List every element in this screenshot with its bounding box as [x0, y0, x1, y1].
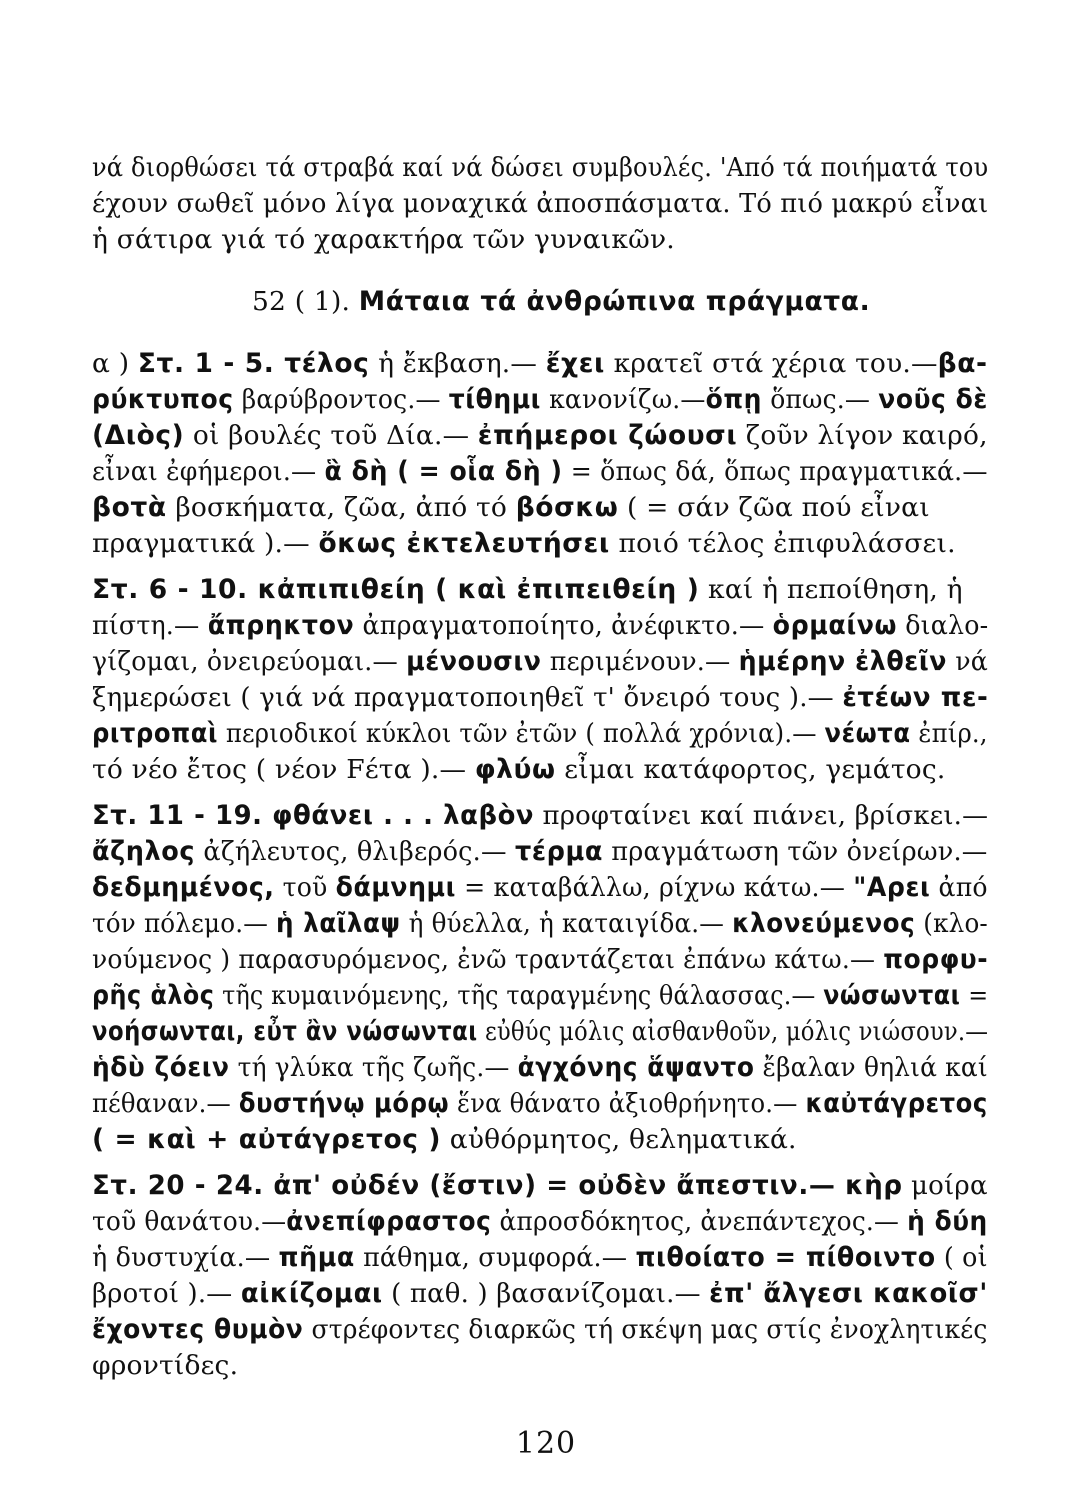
term: ρῆς ἁλὸς: [92, 980, 215, 1011]
term: ἐπ' ἄλγεσι κακοῖσ': [709, 1278, 988, 1309]
gloss: τοῦ θανάτου.—: [92, 1206, 287, 1237]
term: ἡμέρην ἐλθεῖν: [738, 646, 948, 677]
term: ἡ λαῖλαψ: [276, 908, 401, 939]
text-line: [92, 1276, 988, 1312]
text-line: [92, 752, 988, 788]
text-line: [92, 978, 989, 1014]
term: ( = καὶ + αὐτάγρετος ): [92, 1124, 442, 1155]
term: ὄκως ἐκτελευτήσει: [318, 528, 610, 559]
term: ἀγχόνης ἅψαντο: [517, 1052, 755, 1083]
page-text: [92, 150, 988, 1384]
term: καὐτάγρετος: [805, 1088, 988, 1119]
term: κλονεύμενος: [732, 908, 916, 939]
heading-number: 52 ( 1).: [252, 286, 351, 317]
term: τίθημι: [448, 384, 541, 415]
term: ἀνεπίφραστος: [286, 1206, 492, 1237]
gloss: περιμένουν.—: [541, 646, 739, 677]
term: δάμνημι: [335, 872, 456, 903]
text-line: [92, 1240, 988, 1276]
gloss: καί ἡ πεποίθηση, ἡ: [699, 574, 963, 605]
text-line: [92, 490, 988, 526]
text-line: [92, 716, 988, 752]
section-heading: [92, 284, 988, 320]
gloss: πραγμάτωση τῶν ὀνείρων.—: [602, 836, 988, 867]
gloss: φροντίδες.: [92, 1350, 239, 1381]
gloss: ποιό τέλος ἐπιφυλάσσει.: [609, 528, 956, 559]
gloss: πέθαναν.—: [92, 1088, 239, 1119]
gloss: ἕνα θάνατο ἀξιοθρήνητο.—: [449, 1088, 806, 1119]
gloss: βαρύβροντος.—: [233, 384, 449, 415]
text-line: [92, 454, 988, 490]
term: ἄζηλος: [92, 836, 196, 867]
text-line: νά διορθώσει τά στραβά καί νά δώσει συμβουλές. 'Από τά ποιήματά του: [92, 152, 989, 183]
notes-section-a: [92, 346, 988, 562]
term: πῆμα: [278, 1242, 355, 1273]
heading-title: Μάταια τά ἀνθρώπινα πράγματα.: [358, 286, 871, 317]
text-line: [92, 798, 989, 834]
term: (Διὸς): [92, 420, 185, 451]
gloss: στρέφοντες διαρκῶς τή σκέψη μας στίς ἐνοχλητικές: [303, 1314, 988, 1345]
gloss: τό νέο ἔτος ( νέον Fέτα ).—: [92, 754, 475, 785]
gloss: κρατεῖ στά χέρια του.—: [604, 348, 938, 379]
text-line: [92, 1086, 988, 1122]
gloss: βοσκήματα, ζῶα, ἀπό τό: [166, 492, 516, 523]
text-line: [92, 1348, 988, 1384]
gloss: ( οἱ: [935, 1242, 988, 1273]
text-line: [92, 906, 988, 942]
gloss: πάθημα, συμφορά.—: [354, 1242, 636, 1273]
text-line: [92, 1312, 988, 1348]
gloss: πραγματικά ).—: [92, 528, 319, 559]
gloss: αὐθόρμητος, θεληματικά.: [441, 1124, 797, 1155]
gloss: ζοῦν λίγον καιρό,: [737, 420, 988, 451]
text-line: [92, 680, 989, 716]
term: βοτὰ: [92, 492, 167, 523]
text-line: [92, 1204, 988, 1240]
text-line: [92, 382, 988, 418]
gloss: διαλο-: [897, 610, 989, 641]
term: "Αρει: [853, 872, 931, 903]
term: Στ. 20 - 24. ἀπ' οὐδέν (ἔστιν) = οὐδὲν ἄπεστιν.— κὴρ: [92, 1170, 903, 1201]
term: βα-: [937, 348, 988, 379]
gloss: = ὅπως δά, ὅπως πραγματικά.—: [562, 456, 988, 487]
notes-section-d: [92, 1168, 988, 1384]
notes-section-c: [92, 798, 988, 1158]
text-line: [92, 572, 988, 608]
gloss: τή γλύκα τῆς ζωῆς.—: [229, 1052, 518, 1083]
gloss: α ): [92, 348, 138, 379]
gloss: κανονίζω.—: [540, 384, 706, 415]
gloss: περιοδικοί κύκλοι τῶν ἐτῶν ( πολλά χρόνια).—: [218, 718, 825, 749]
gloss: οἱ βουλές τοῦ Δία.—: [184, 420, 478, 451]
gloss: ἡ θύελλα, ἡ καταιγίδα.—: [400, 908, 733, 939]
text-line: [92, 1122, 988, 1158]
gloss: εὐθύς μόλις αἰσθανθοῦν, μόλις νιώσουν.—: [477, 1016, 989, 1047]
gloss: ξημερώσει ( γιά νά πραγματοποιηθεῖ τ' ὄνειρό τους ).—: [92, 682, 843, 713]
gloss: πίστη.—: [92, 610, 208, 641]
gloss: τῆς κυμαινόμενης, τῆς ταραγμένης θάλασσας.—: [214, 980, 824, 1011]
term: αἰκίζομαι: [240, 1278, 383, 1309]
gloss: ἀπραγματοποίητο, ἀνέφικτο.—: [354, 610, 773, 641]
gloss: τοῦ: [274, 872, 336, 903]
gloss: ἡ δυστυχία.—: [92, 1242, 279, 1273]
gloss: προφταίνει καί πιάνει, βρίσκει.—: [534, 800, 989, 831]
term: ἐτέων πε-: [842, 682, 989, 713]
term: δεδμημένος,: [92, 872, 275, 903]
intro-paragraph: [92, 150, 988, 258]
term: ἄπρηκτον: [207, 610, 355, 641]
term: ἃ δὴ ( = οἷα δὴ ): [324, 456, 563, 487]
gloss: ἔβαλαν θηλιά καί: [754, 1052, 988, 1083]
term: ριτροπαὶ: [92, 718, 219, 749]
term: Στ. 11 - 19. φθάνει . . . λαβὸν: [92, 800, 535, 831]
term: ρύκτυπος: [92, 384, 234, 415]
gloss: νά: [947, 646, 988, 677]
term: μένουσιν: [406, 646, 542, 677]
text-line: [92, 870, 988, 906]
term: Στ. 1 - 5. τέλος: [137, 348, 370, 379]
gloss: ἀζήλευτος, θλιβερός.—: [195, 836, 515, 867]
text-line: [92, 346, 987, 382]
text-line: [92, 942, 989, 978]
text-line: [92, 418, 988, 454]
gloss: (κλο-: [915, 908, 988, 939]
text-line: [92, 526, 988, 562]
page-number: 120: [515, 1426, 577, 1461]
gloss: τόν πόλεμο.—: [92, 908, 277, 939]
text-line: ἡ σάτιρα γιά τό χαρακτήρα τῶν γυναικῶν.: [92, 224, 675, 255]
gloss: =: [960, 980, 989, 1011]
term: ἔχοντες θυμὸν: [92, 1314, 304, 1345]
gloss: ἡ ἔκβαση.—: [369, 348, 546, 379]
text-line: [92, 834, 988, 870]
term: φλύω: [474, 754, 556, 785]
gloss: ἀπροσδόκητος, ἀνεπάντεχος.—: [491, 1206, 908, 1237]
gloss: βροτοί ).—: [92, 1278, 241, 1309]
gloss: νούμενος ) παρασυρόμενος, ἐνῶ τραντάζεται ἐπάνω κάτω.—: [92, 944, 884, 975]
gloss: ( παθ. ) βασανίζομαι.—: [382, 1278, 710, 1309]
term: νώσωνται: [823, 980, 961, 1011]
term: ἐπήμεροι ζώουσι: [477, 420, 738, 451]
gloss: = καταβάλλω, ρίχνω κάτω.—: [455, 872, 854, 903]
gloss: εἶναι ἐφήμεροι.—: [92, 456, 325, 487]
term: ὅπῃ: [705, 384, 763, 415]
term: ἔχει: [545, 348, 605, 379]
gloss: ( = σάν ζῶα πού εἶναι: [618, 492, 930, 523]
term: ὁρμαίνω: [772, 610, 898, 641]
gloss: ὅπως.—: [762, 384, 879, 415]
text-line: έχουν σωθεῖ μόνο λίγα μοναχικά ἀποσπάσματα. Τό πιό μακρύ εἶναι: [92, 188, 989, 219]
term: βόσκω: [515, 492, 619, 523]
text-line: [92, 644, 988, 680]
gloss: γίζομαι, ὀνειρεύομαι.—: [92, 646, 407, 677]
term: δυστήνῳ μόρῳ: [238, 1088, 450, 1119]
gloss: ἐπίρ.,: [910, 718, 988, 749]
term: πιθοίατο = πίθοιντο: [635, 1242, 936, 1273]
text-line: [92, 1168, 988, 1204]
term: Στ. 6 - 10. κἀπιπιθείη ( καὶ ἐπιπειθείη ): [92, 574, 700, 605]
gloss: ἀπό: [930, 872, 988, 903]
term: ἡδὺ ζόειν: [92, 1052, 230, 1083]
text-line: [92, 608, 989, 644]
term: νοήσωνται, εὖτ ἂν νώσωνται: [92, 1016, 478, 1047]
term: τέρμα: [514, 836, 603, 867]
gloss: εἶμαι κατάφορτος, γεμάτος.: [555, 754, 946, 785]
gloss: μοίρα: [902, 1170, 988, 1201]
term: νοῦς δὲ: [878, 384, 988, 415]
text-line: [92, 1050, 988, 1086]
term: πορφυ-: [883, 944, 989, 975]
text-line: [92, 1014, 989, 1050]
term: νέωτα: [824, 718, 911, 749]
term: ἡ δύη: [907, 1206, 988, 1237]
notes-section-b: [92, 572, 988, 788]
